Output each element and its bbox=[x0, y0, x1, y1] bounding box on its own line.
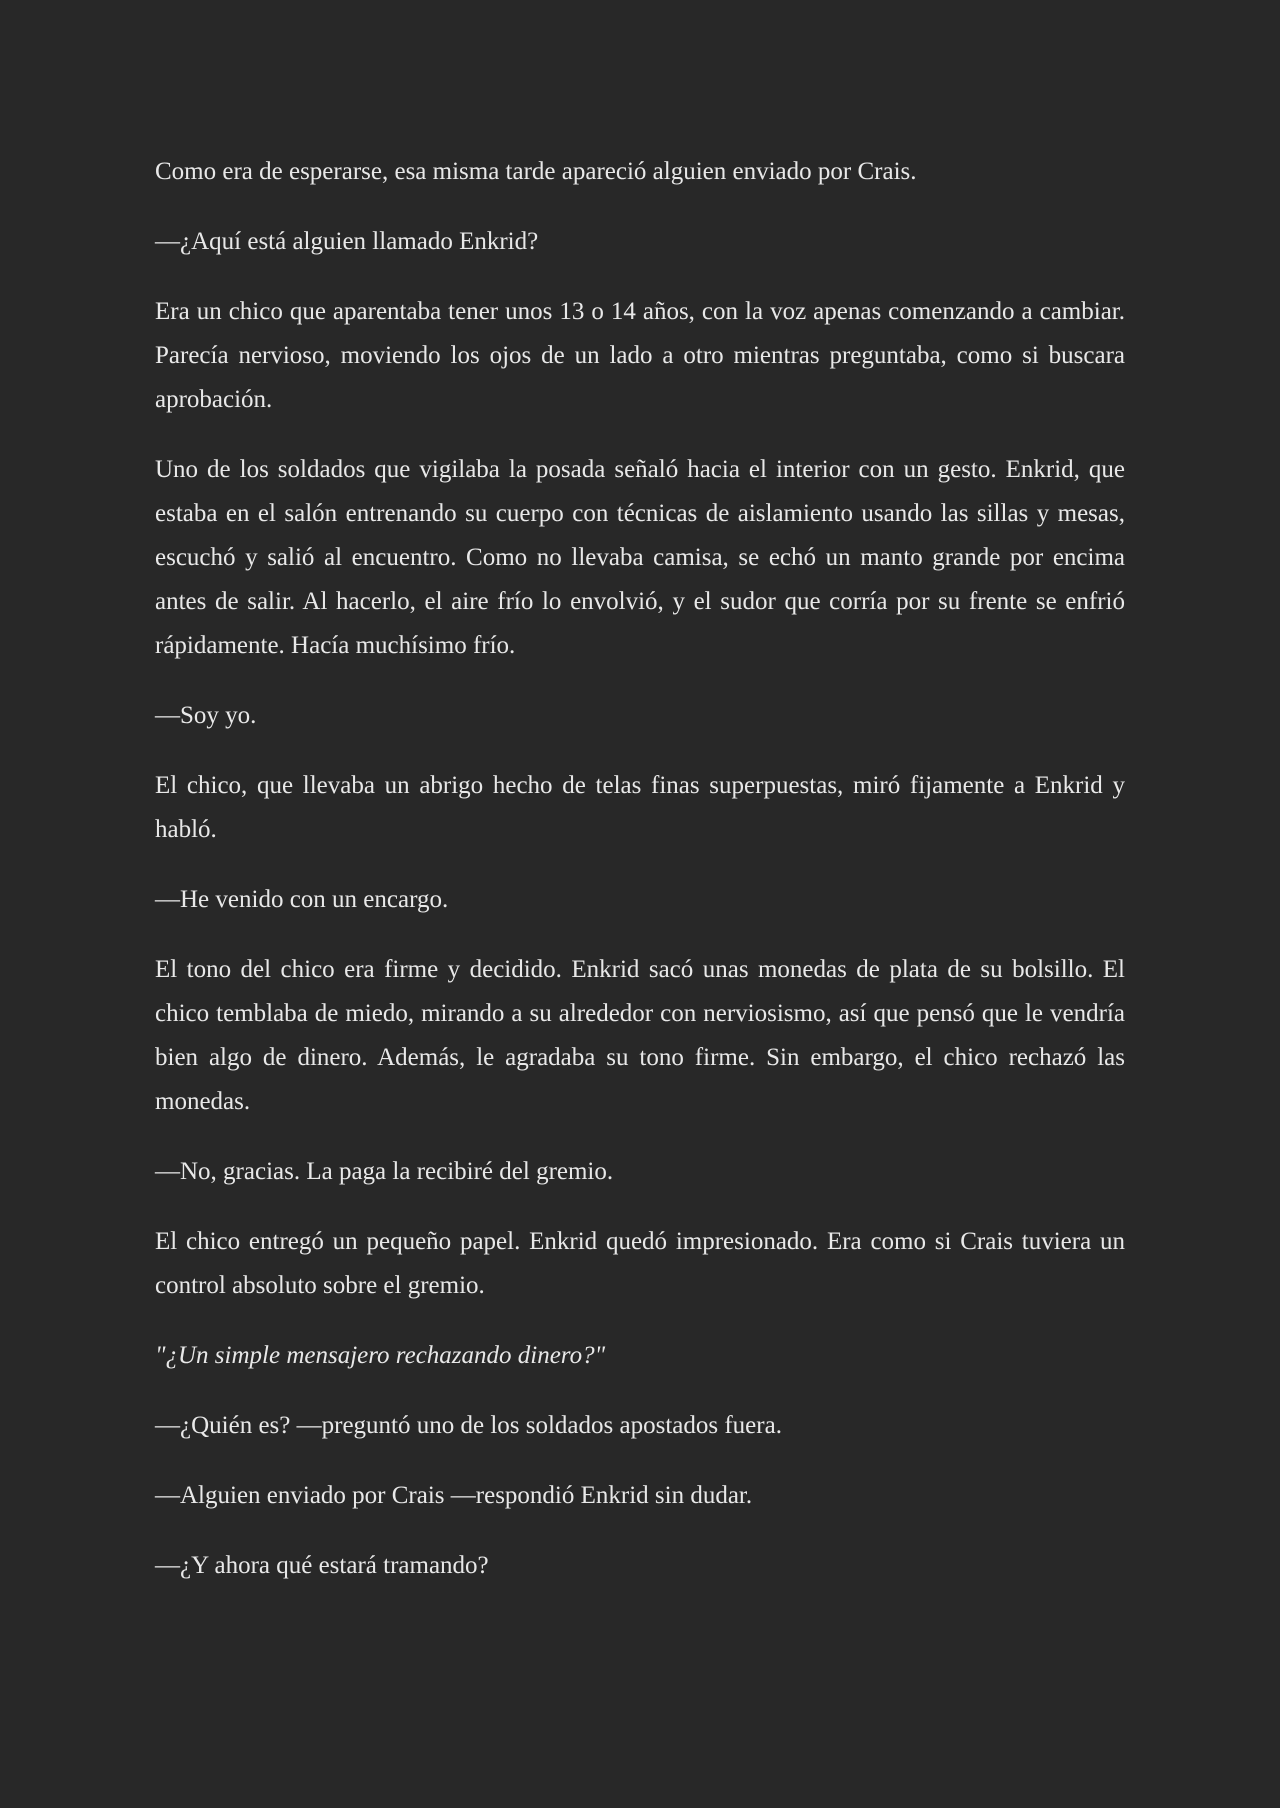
inner-thought: "¿Un simple mensajero rechazando dinero?" bbox=[155, 1342, 606, 1369]
paragraph-3: Uno de los soldados que vigilaba la posada señaló hacia el interior con un gesto. Enkrid, que estaba en el salón entrenando su cuerpo con técnicas de aislamiento usando las sillas y mesas, escuchó y salió al encuentro. Como no llevaba camisa, se echó un manto grande por encima antes de salir. Al hacerlo, el aire frío lo envolvió, y el sudor que corría por su frente se enfrió rápidamente. Hacía muchísimo frío. bbox=[155, 456, 1125, 659]
paragraph-4: El chico, que llevaba un abrigo hecho de telas finas superpuestas, miró fijamente a Enkrid y habló. bbox=[155, 772, 1125, 843]
paragraph-5: El tono del chico era firme y decidido. Enkrid sacó unas monedas de plata de su bolsillo. El chico temblaba de miedo, mirando a su alrededor con nerviosismo, así que pensó que le vendría bien algo de dinero. Además, le agradaba su tono firme. Sin embargo, el chico rechazó las monedas. bbox=[155, 956, 1125, 1115]
dialogue-line-3: —He venido con un encargo. bbox=[155, 886, 449, 913]
dialogue-line-2: —Soy yo. bbox=[155, 702, 257, 729]
dialogue-line-7: —¿Y ahora qué estará tramando? bbox=[155, 1552, 489, 1579]
reading-page bbox=[155, 150, 1125, 1614]
dialogue-line-1: —¿Aquí está alguien llamado Enkrid? bbox=[155, 228, 539, 255]
dialogue-line-5: —¿Quién es? —preguntó uno de los soldados apostados fuera. bbox=[155, 1412, 782, 1439]
paragraph-1: Como era de esperarse, esa misma tarde apareció alguien enviado por Crais. bbox=[155, 158, 917, 185]
paragraph-2: Era un chico que aparentaba tener unos 13 o 14 años, con la voz apenas comenzando a cambiar. Parecía nervioso, moviendo los ojos de un lado a otro mientras preguntaba, como si buscara aprobación. bbox=[155, 298, 1125, 413]
dialogue-line-4: —No, gracias. La paga la recibiré del gremio. bbox=[155, 1158, 614, 1185]
paragraph-6: El chico entregó un pequeño papel. Enkrid quedó impresionado. Era como si Crais tuviera un control absoluto sobre el gremio. bbox=[155, 1228, 1125, 1299]
dialogue-line-6: —Alguien enviado por Crais —respondió Enkrid sin dudar. bbox=[155, 1482, 753, 1509]
